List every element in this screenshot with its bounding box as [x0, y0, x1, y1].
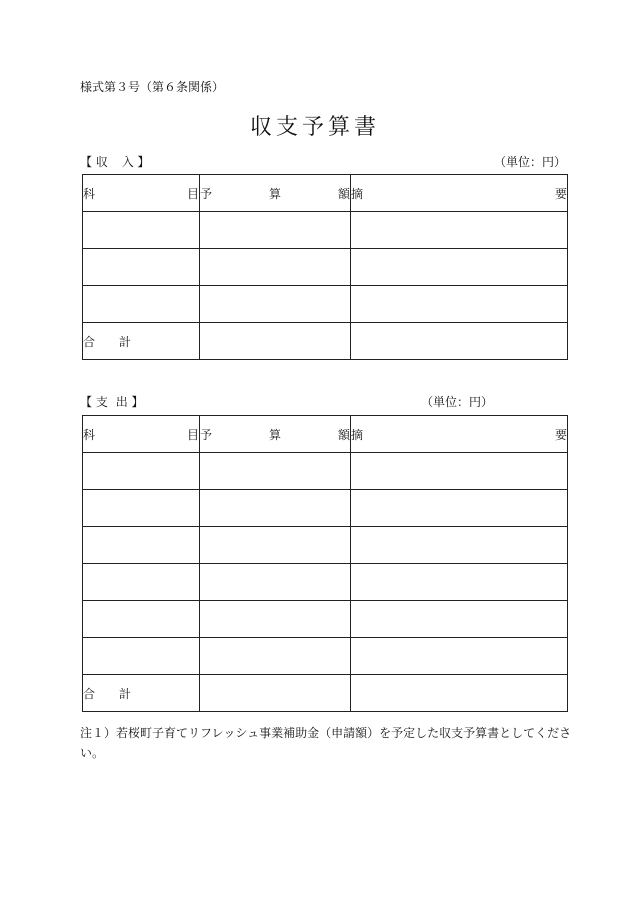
expense-total-char1: 合	[83, 686, 96, 701]
expense-col-summary-char1: 摘	[351, 427, 364, 442]
income-row	[83, 212, 568, 249]
expense-col-summary-char2: 要	[554, 427, 567, 442]
income-total-row	[83, 323, 568, 360]
income-col-subject-char1: 科	[83, 186, 96, 201]
expense-row	[83, 601, 568, 638]
income-summary-cell[interactable]	[351, 212, 568, 249]
income-label-close: 】	[137, 155, 150, 169]
income-col-budget-char3: 額	[337, 186, 350, 201]
expense-col-subject-char1: 科	[83, 427, 96, 442]
expense-summary-cell[interactable]	[351, 453, 568, 490]
income-label-char2: 入	[121, 155, 134, 169]
expense-col-summary	[351, 416, 568, 453]
income-row	[83, 249, 568, 286]
expense-subject-cell[interactable]	[83, 564, 200, 601]
expense-budget-cell[interactable]	[200, 564, 351, 601]
expense-label-close: 】	[131, 395, 144, 409]
income-header-row	[83, 175, 568, 212]
expense-subject-cell[interactable]	[83, 527, 200, 564]
expense-row	[83, 490, 568, 527]
income-budget-cell[interactable]	[200, 249, 351, 286]
income-summary-cell[interactable]	[351, 286, 568, 323]
income-unit: （単位：円）	[494, 155, 567, 169]
expense-row	[83, 638, 568, 675]
expense-header-row	[83, 416, 568, 453]
expense-col-budget-char2: 算	[268, 427, 281, 442]
income-section-label	[80, 153, 150, 170]
income-budget-cell[interactable]	[200, 286, 351, 323]
expense-subject-cell[interactable]	[83, 490, 200, 527]
expense-section-label	[80, 393, 144, 410]
income-col-budget-char2: 算	[268, 186, 281, 201]
expense-summary-cell[interactable]	[351, 564, 568, 601]
expense-total-label	[83, 675, 200, 712]
income-subject-cell[interactable]	[83, 249, 200, 286]
expense-label-open: 【	[80, 395, 93, 409]
expense-total-summary-cell[interactable]	[351, 675, 568, 712]
expense-row	[83, 564, 568, 601]
expense-budget-cell[interactable]	[200, 527, 351, 564]
income-col-budget	[200, 175, 351, 212]
expense-col-subject-char2: 目	[186, 427, 199, 442]
expense-subject-cell[interactable]	[83, 638, 200, 675]
expense-label-char2: 出	[115, 395, 128, 409]
expense-col-budget	[200, 416, 351, 453]
form-number: 様式第３号（第６条関係）	[80, 80, 225, 94]
income-row	[83, 286, 568, 323]
expense-unit: （単位：円）	[421, 395, 494, 409]
expense-summary-cell[interactable]	[351, 601, 568, 638]
income-label-char1: 収	[95, 155, 108, 169]
income-total-char2: 計	[118, 334, 131, 349]
expense-label-char1: 支	[95, 395, 108, 409]
income-budget-cell[interactable]	[200, 212, 351, 249]
income-total-char1: 合	[83, 334, 96, 349]
expense-budget-cell[interactable]	[200, 490, 351, 527]
income-col-budget-char1: 予	[200, 186, 213, 201]
income-summary-cell[interactable]	[351, 249, 568, 286]
expense-row	[83, 453, 568, 490]
expense-subject-cell[interactable]	[83, 601, 200, 638]
income-label-open: 【	[80, 155, 93, 169]
expense-row	[83, 527, 568, 564]
footnote: 注１）若桜町子育てリフレッシュ事業補助金（申請額）を予定した収支予算書としてください。	[80, 726, 572, 760]
income-col-summary-char2: 要	[554, 186, 567, 201]
expense-summary-cell[interactable]	[351, 527, 568, 564]
income-total-budget-cell[interactable]	[200, 323, 351, 360]
expense-col-budget-char3: 額	[337, 427, 350, 442]
income-table	[82, 174, 568, 360]
expense-budget-cell[interactable]	[200, 601, 351, 638]
income-subject-cell[interactable]	[83, 286, 200, 323]
expense-budget-cell[interactable]	[200, 638, 351, 675]
expense-total-char2: 計	[118, 686, 131, 701]
expense-budget-cell[interactable]	[200, 453, 351, 490]
expense-subject-cell[interactable]	[83, 453, 200, 490]
document-title: 収支予算書	[249, 115, 380, 140]
income-total-summary-cell[interactable]	[351, 323, 568, 360]
income-col-summary-char1: 摘	[351, 186, 364, 201]
income-col-subject-char2: 目	[186, 186, 199, 201]
income-col-subject	[83, 175, 200, 212]
expense-total-budget-cell[interactable]	[200, 675, 351, 712]
expense-total-row	[83, 675, 568, 712]
expense-table	[82, 415, 568, 712]
expense-col-subject	[83, 416, 200, 453]
expense-summary-cell[interactable]	[351, 638, 568, 675]
income-col-summary	[351, 175, 568, 212]
expense-summary-cell[interactable]	[351, 490, 568, 527]
income-subject-cell[interactable]	[83, 212, 200, 249]
expense-col-budget-char1: 予	[200, 427, 213, 442]
income-total-label	[83, 323, 200, 360]
